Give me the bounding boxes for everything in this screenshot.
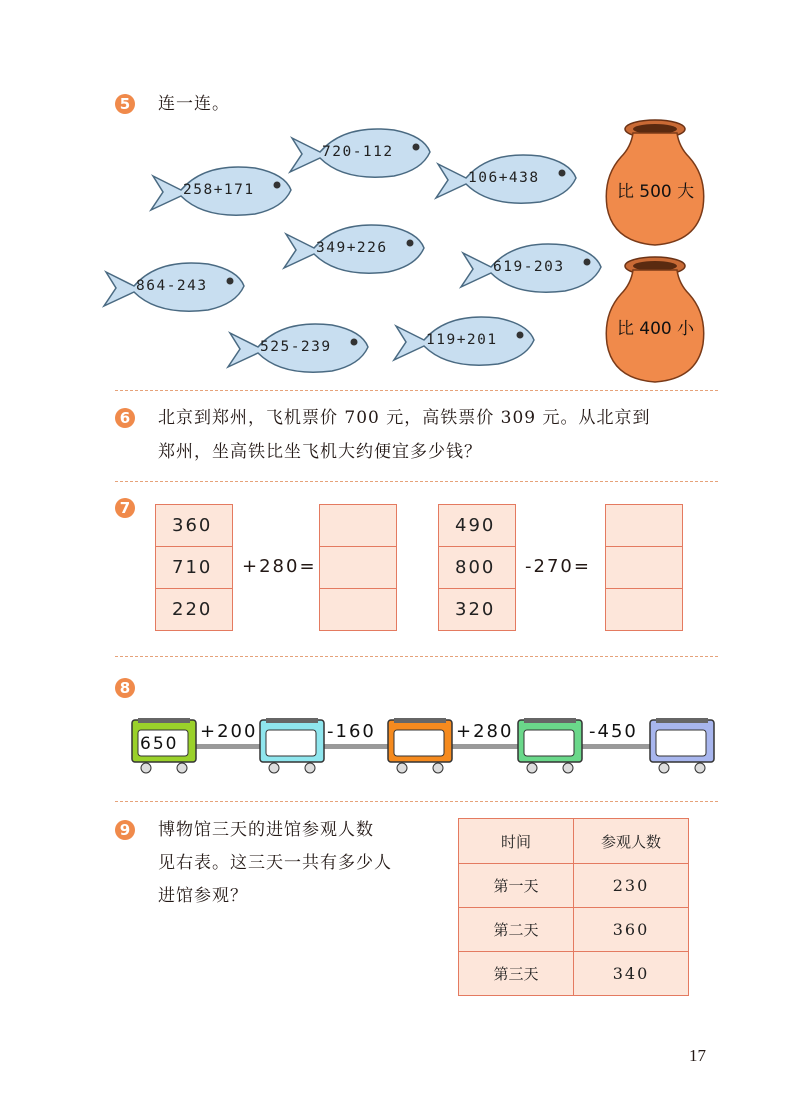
train-car-answer[interactable]	[386, 716, 454, 776]
left-value-column	[155, 504, 233, 631]
fish-expression: 258+171	[183, 182, 255, 198]
train-car-start	[130, 716, 198, 776]
pot-greater-than-500[interactable]	[603, 117, 708, 252]
train-operation: +200	[200, 721, 258, 742]
train-car-answer[interactable]	[516, 716, 584, 776]
value-cell: 490	[439, 505, 515, 547]
question-number-5: 5	[115, 94, 135, 114]
visitors-table	[458, 818, 689, 996]
fish-card[interactable]	[430, 146, 580, 216]
right-value-column	[438, 504, 516, 631]
day-cell: 第一天	[459, 864, 574, 908]
section-divider	[115, 390, 718, 391]
train-car-answer[interactable]	[648, 716, 716, 776]
question-number-7: 7	[115, 498, 135, 518]
value-cell: 320	[455, 599, 496, 620]
left-operation: +280=	[242, 556, 317, 577]
question-6-line-2: 郑州，坐高铁比坐飞机大约便宜多少钱？	[158, 442, 482, 462]
table-row	[459, 864, 689, 908]
fish-expression: 864-243	[136, 278, 208, 294]
table-header: 时间	[459, 819, 574, 864]
count-cell: 230	[574, 864, 689, 908]
question-number-6: 6	[115, 408, 135, 428]
train-car-answer[interactable]	[258, 716, 326, 776]
answer-cell[interactable]	[320, 547, 396, 589]
answer-cell[interactable]	[606, 547, 682, 589]
page-number: 17	[689, 1046, 706, 1065]
day-cell: 第三天	[459, 952, 574, 996]
question-5-instruction: 连一连。	[158, 94, 230, 114]
value-cell: 360	[156, 505, 232, 547]
value-cell: 710	[156, 547, 232, 589]
fish-card[interactable]	[284, 120, 434, 190]
right-operation: -270=	[525, 556, 591, 577]
table-header-row	[459, 819, 689, 864]
count-cell: 360	[574, 908, 689, 952]
question-9-line-2: 见右表。这三天一共有多少人	[158, 853, 392, 873]
fish-expression: 106+438	[468, 170, 540, 186]
fish-expression: 619-203	[493, 259, 565, 275]
section-divider	[115, 801, 718, 802]
pot-label: 比 400 小	[616, 319, 695, 339]
section-divider	[115, 481, 718, 482]
fish-expression: 119+201	[426, 332, 498, 348]
value-cell: 800	[439, 547, 515, 589]
pot-less-than-400[interactable]	[603, 254, 708, 389]
train-operation: -160	[327, 721, 376, 742]
answer-cell[interactable]	[320, 589, 396, 630]
table-row	[459, 908, 689, 952]
question-9-line-1: 博物馆三天的进馆参观人数	[158, 820, 374, 840]
table-header: 参观人数	[574, 819, 689, 864]
fish-card[interactable]	[278, 216, 428, 286]
answer-cell[interactable]	[606, 505, 682, 547]
train-operation: -450	[589, 721, 638, 742]
fish-card[interactable]	[222, 315, 372, 385]
fish-card[interactable]	[145, 158, 295, 228]
answer-cell[interactable]	[606, 589, 682, 630]
question-number-9: 9	[115, 820, 135, 840]
fish-expression: 720-112	[322, 144, 394, 160]
train-operation: +280	[456, 721, 514, 742]
left-answer-column	[319, 504, 397, 631]
fish-card[interactable]	[388, 308, 538, 378]
section-divider	[115, 656, 718, 657]
question-6-line-1: 北京到郑州，飞机票价 700 元，高铁票价 309 元。从北京到	[158, 408, 651, 428]
day-cell: 第二天	[459, 908, 574, 952]
right-answer-column	[605, 504, 683, 631]
count-cell: 340	[574, 952, 689, 996]
start-value: 650	[140, 734, 179, 754]
question-9-line-3: 进馆参观？	[158, 886, 248, 906]
answer-cell[interactable]	[320, 505, 396, 547]
fish-card[interactable]	[98, 254, 248, 324]
fish-expression: 525-239	[260, 339, 332, 355]
table-row	[459, 952, 689, 996]
fish-card[interactable]	[455, 235, 605, 305]
pot-label: 比 500 大	[616, 182, 695, 202]
fish-expression: 349+226	[316, 240, 388, 256]
value-cell: 220	[172, 599, 213, 620]
question-number-8: 8	[115, 678, 135, 698]
